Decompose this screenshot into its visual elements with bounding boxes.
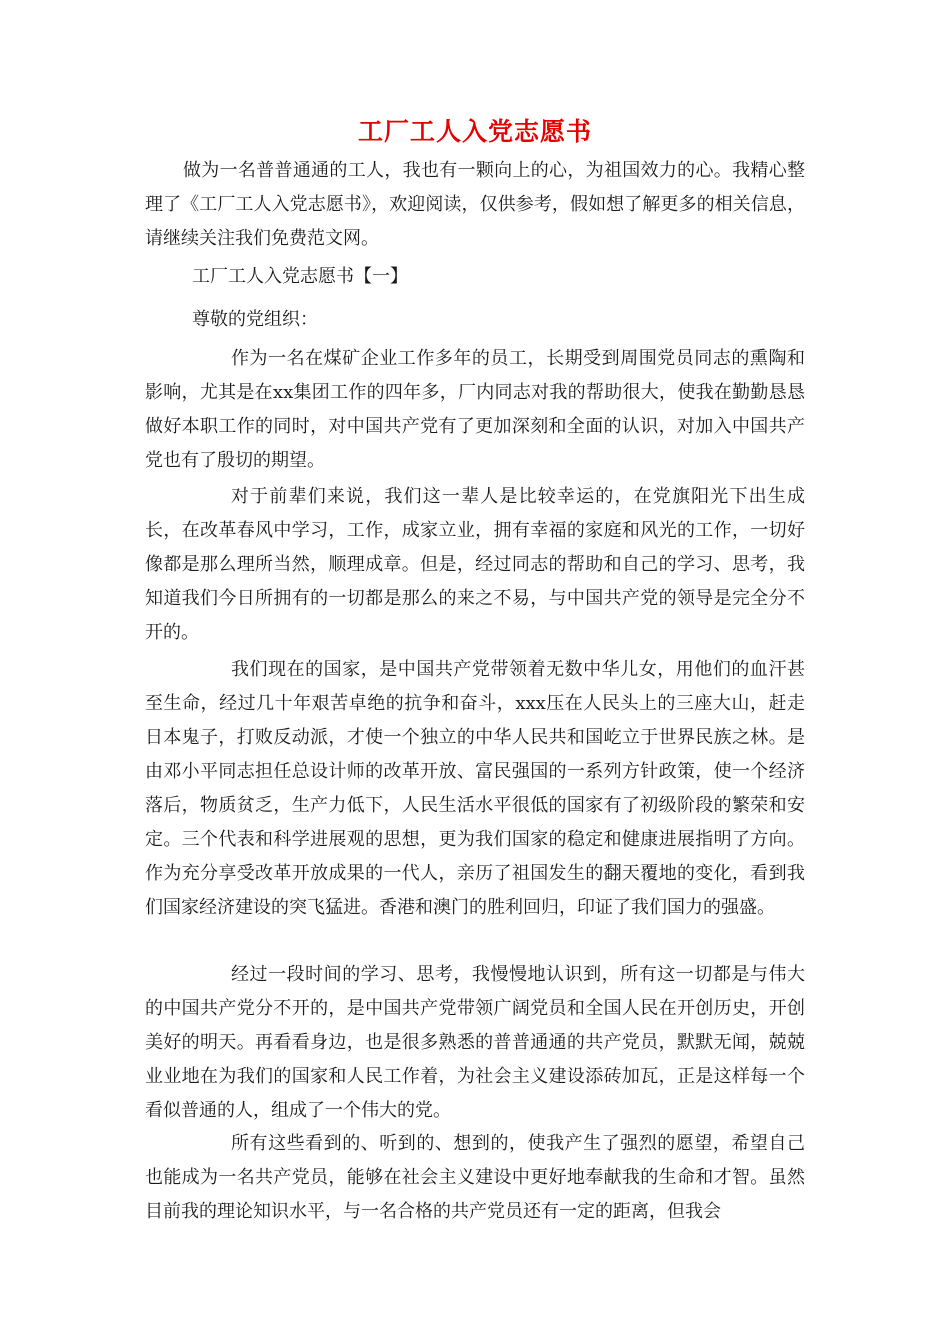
section-heading: 工厂工人入党志愿书【一】 [192,266,408,287]
body-paragraph: 作为一名在煤矿企业工作多年的员工，长期受到周围党员同志的熏陶和影响，尤其是在xx集团工作的四年多，厂内同志对我的帮助很大，使我在勤勤恳恳做好本职工作的同时，对中国共产党有了更加深刻和全面的认识，对加入中国共产党也有了殷切的期望。 [145,348,805,471]
intro-paragraph: 做为一名普普通通的工人，我也有一颗向上的心，为祖国效力的心。我精心整理了《工厂工人入党志愿书》，欢迎阅读，仅供参考，假如想了解更多的相关信息，请继续关注我们免费范文网。 [145,160,805,249]
body-paragraph: 我们现在的国家，是中国共产党带领着无数中华儿女，用他们的血汗甚至生命，经过几十年艰苦卓绝的抗争和奋斗，xxx压在人民头上的三座大山，赶走日本鬼子，打败反动派，才使一个独立的中华人民共和国屹立于世界民族之林。是由邓小平同志担任总设计师的改革开放、富民强国的一系列方针政策，使一个经济落后，物质贫乏，生产力低下，人民生活水平很低的国家有了初级阶段的繁荣和安定。三个代表和科学进展观的思想，更为我们国家的稳定和健康进展指明了方向。作为充分享受改革开放成果的一代人，亲历了祖国发生的翻天覆地的变化，看到我们国家经济建设的突飞猛进。香港和澳门的胜利回归，印证了我们国力的强盛。 [145,659,805,918]
body-paragraph: 所有这些看到的、听到的、想到的，使我产生了强烈的愿望，希望自己也能成为一名共产党员，能够在社会主义建设中更好地奉献我的生命和才智。虽然目前我的理论知识水平，与一名合格的共产党员还有一定的距离，但我会 [145,1133,805,1222]
salutation: 尊敬的党组织： [192,309,318,330]
body-paragraph: 对于前辈们来说，我们这一辈人是比较幸运的，在党旗阳光下出生成长，在改革春风中学习，工作，成家立业，拥有幸福的家庭和风光的工作，一切好像都是那么理所当然，顺理成章。但是，经过同志的帮助和自己的学习、思考，我知道我们今日所拥有的一切都是那么的来之不易，与中国共产党的领导是完全分不开的。 [145,486,805,643]
body-paragraph: 经过一段时间的学习、思考，我慢慢地认识到，所有这一切都是与伟大的中国共产党分不开的，是中国共产党带领广阔党员和全国人民在开创历史，开创美好的明天。再看看身边，也是很多熟悉的普普通通的共产党员，默默无闻，兢兢业业地在为我们的国家和人民工作着，为社会主义建设添砖加瓦，正是这样每一个看似普通的人，组成了一个伟大的党。 [145,964,805,1121]
document-title: 工厂工人入党志愿书 [357,117,592,146]
